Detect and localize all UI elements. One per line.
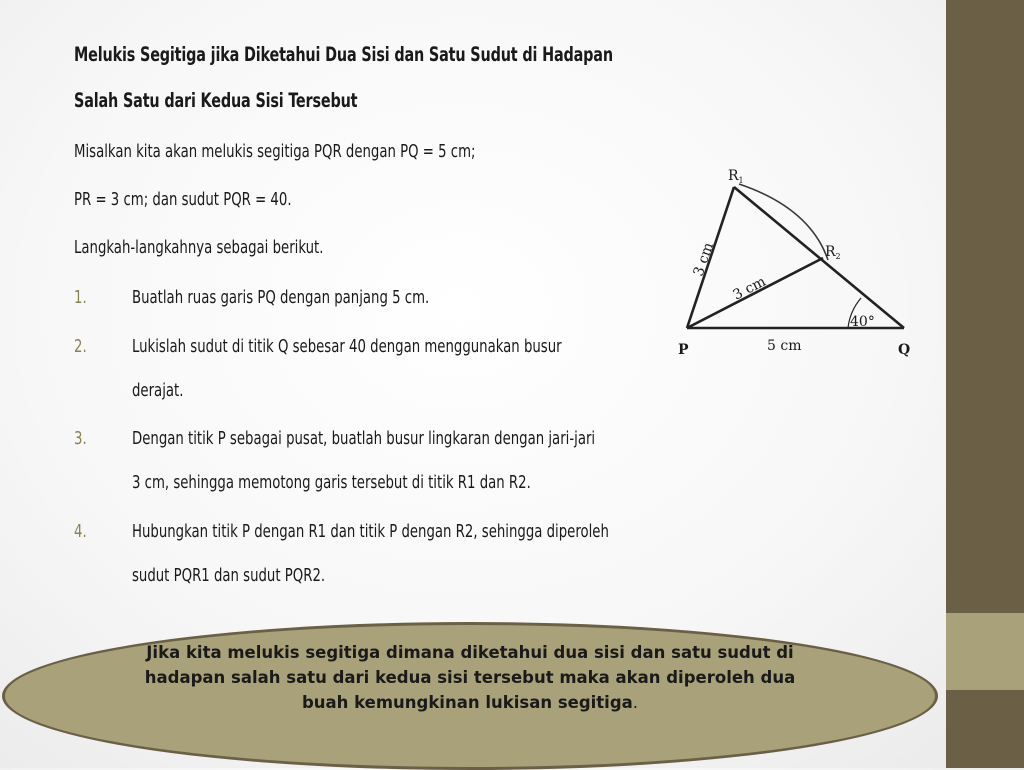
compass-arc [739, 184, 828, 260]
step-2-text-line-1: Lukislah sudut di titik Q sebesar 40 dengan menggunakan busur [132, 336, 562, 357]
step-2-number: 2. [74, 336, 87, 357]
label-q: Q [898, 342, 911, 358]
step-4-text-line-2: sudut PQR1 dan sudut PQR2. [132, 565, 326, 586]
step-3-text-line-2: 3 cm, sehingga memotong garis tersebut di titik R1 dan R2. [132, 472, 531, 493]
label-pr2-length: 3 cm [730, 273, 769, 304]
side-bar-accent-band [946, 613, 1024, 690]
step-4-text-line-1: Hubungkan titik P dengan R1 dan titik P dengan R2, sehingga diperoleh [132, 521, 609, 542]
step-4-number: 4. [74, 521, 87, 542]
intro-line-2: PR = 3 cm; dan sudut PQR = 40. [74, 189, 292, 210]
conclusion-text [120, 640, 820, 715]
conclusion-end: . [632, 693, 639, 712]
intro-line-3: Langkah-langkahnya sebagai berikut. [74, 237, 324, 258]
step-1-text: Buatlah ruas garis PQ dengan panjang 5 cm. [132, 287, 430, 308]
step-2-text-line-2: derajat. [132, 380, 184, 401]
label-pq-length: 5 cm [767, 338, 802, 354]
label-r1: $R_1$ [728, 168, 744, 185]
triangle-construction-figure [670, 160, 930, 360]
segment-r1q [734, 187, 904, 328]
slide-title-line-1: Melukis Segitiga jika Diketahui Dua Sisi dan Satu Sudut di Hadapan [74, 43, 613, 66]
label-p: P [678, 342, 689, 358]
conclusion-main: Jika kita melukis segitiga dimana diketahui dua sisi dan satu sudut di hadapan salah satu dari kedua sisi tersebut maka akan diperoleh dua buah kemungkinan lukisan segitiga [144, 643, 796, 712]
right-side-bar [946, 0, 1024, 768]
slide-title-line-2: Salah Satu dari Kedua Sisi Tersebut [74, 89, 358, 112]
step-3-number: 3. [74, 428, 87, 449]
label-pr1-length: 3 cm [690, 240, 718, 279]
step-3-text-line-1: Dengan titik P sebagai pusat, buatlah busur lingkaran dengan jari-jari [132, 428, 596, 449]
step-1-number: 1. [74, 287, 87, 308]
intro-line-1: Misalkan kita akan melukis segitiga PQR dengan PQ = 5 cm; [74, 141, 476, 162]
label-r2: $R_2$ [825, 244, 841, 261]
label-angle-40: 40° [850, 314, 875, 330]
